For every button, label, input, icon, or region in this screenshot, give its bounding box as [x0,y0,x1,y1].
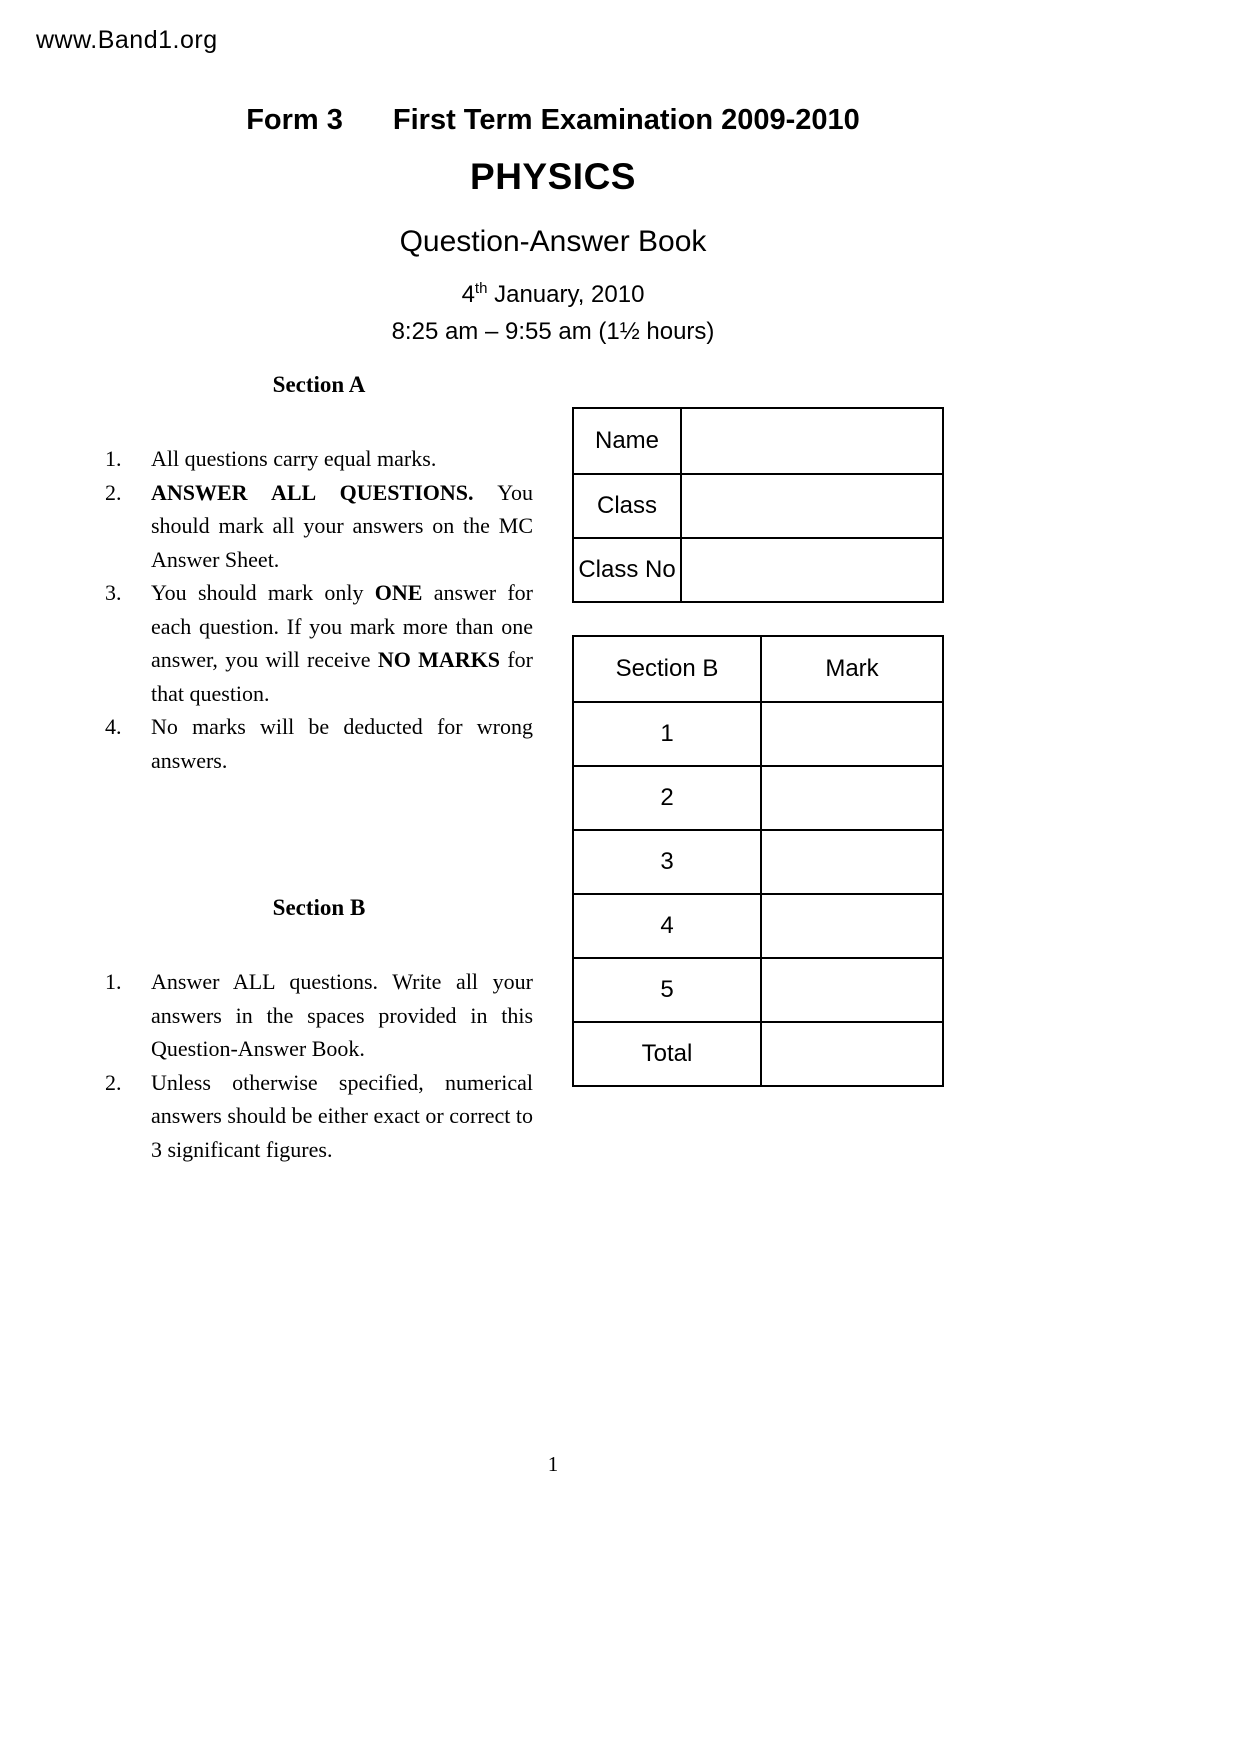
section-a-instructions [105,442,533,777]
mark-row-value [760,765,942,829]
section-a-instruction-number: 1. [105,446,122,471]
section-b-instruction-text: Answer ALL questions. Write all your answers in the spaces provided in this Question-Answer Book. [151,969,533,1061]
section-a-instruction-text: No marks will be deducted for wrong answers. [151,714,533,773]
student-info-table [572,407,944,603]
section-a-instruction [105,576,533,710]
section-a-heading: Section A [272,372,366,397]
section-b-instruction [105,965,533,1066]
mark-row-label: 5 [574,957,760,1021]
section-a-instruction-text: You should mark only ONE answer for each question. If you mark more than one answer, you will receive NO MARKS for that question. [151,580,533,706]
student-info-label: Class [574,473,680,537]
section-b-instruction [105,1066,533,1167]
mark-row-label: Total [574,1021,760,1085]
exam-title: First Term Examination 2009-2010 [392,104,860,136]
mark-row-label: 1 [574,701,760,765]
book-title: Question-Answer Book [399,225,707,258]
student-info-label: Class No [574,537,680,601]
date-day: 4 [461,281,475,308]
section-b-instruction-text: Unless otherwise specified, numerical answers should be either exact or correct to 3 significant figures. [151,1069,533,1162]
exam-date [0,280,1106,309]
mark-row-value [760,701,942,765]
marks-table-header-mark: Mark [760,637,942,701]
mark-row-value [760,829,942,893]
exam-header [0,104,1106,346]
section-a-instruction-number: 4. [105,714,122,739]
student-info-label: Name [594,427,660,454]
section-a-instruction-text: All questions carry equal marks. [151,446,437,471]
mark-row-value [760,893,942,957]
section-a-instruction [105,710,533,777]
page-number: 1 [547,1452,559,1476]
student-info-value [680,473,942,537]
date-ordinal: th [474,280,488,297]
date-rest: January, 2010 [487,281,645,308]
section-b-instructions [105,965,533,1166]
mark-row-value [760,957,942,1021]
section-a-instruction-number: 2. [105,479,122,505]
form-level: Form 3 [246,104,343,136]
section-a-instruction [105,442,533,476]
section-a-instruction-number: 3. [105,580,122,605]
marks-table [572,635,944,1087]
section-a-instruction [105,476,533,577]
mark-row-label: 4 [574,893,760,957]
mark-row-label: 2 [574,765,760,829]
student-info-value [680,409,942,473]
mark-row-label: 3 [574,829,760,893]
section-b-instruction-number: 2. [105,1069,122,1095]
instructions-column [105,372,533,1166]
exam-title-line [0,104,1106,137]
subject-title: PHYSICS [470,156,636,197]
student-info-value [680,537,942,601]
exam-time: 8:25 am – 9:55 am (1½ hours) [391,318,715,345]
site-watermark: www.Band1.org [36,26,218,54]
section-b-instruction-number: 1. [105,969,122,994]
section-b-heading: Section B [272,895,366,920]
mark-row-value [760,1021,942,1085]
marks-table-header-section: Section B [615,655,719,682]
section-a-instruction-text: ANSWER ALL QUESTIONS. You should mark all your answers on the MC Answer Sheet. [151,479,533,572]
